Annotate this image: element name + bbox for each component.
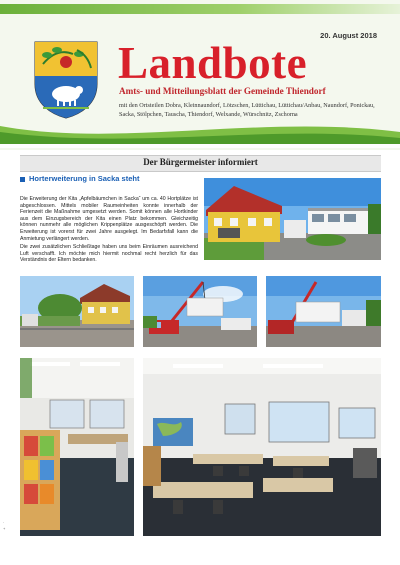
- article-paragraph-1: Die Erweiterung der Kita „Apfelbäumchen in Sacka“ um ca. 40 Hortplätze ist abgeschlossen. Mittels mobiler Raumeinheiten konnte innerhalb der Ferienzeit die Maßnahme umgesetzt werden. Somit können alle Hortkinder aus dem Einzugsbereich der Kita einen Platz bekommen. Gleichzeitig können nunmehr alle möglichen Krippenplätze ausgeschöpft werden. Die Erweiterung ist vorerst für zwei Jahre ausgelegt. Im Bedarfsfall kann die Anmietung verlängert werden.: [20, 196, 198, 242]
- photo-classroom: [143, 358, 381, 536]
- masthead-subtitle: Amts- und Mitteilungsblatt der Gemeinde Thiendorf: [119, 86, 326, 96]
- crest-icon: [33, 40, 99, 120]
- article-paragraph-2: Die zwei zusätzlichen Schließtage haben uns beim Einräumen ausreichend Luft verschafft. Ich möchte mich hiermit nochmal recht herzlich für das Verständnis der Eltern bedanken.: [20, 244, 198, 264]
- issue-date: 20. August 2018: [320, 31, 377, 40]
- masthead-title: Landbote: [118, 38, 308, 88]
- photo-module-placement: [266, 276, 381, 347]
- photo-interior-room-1: [20, 358, 134, 536]
- header-green-stripe: [0, 4, 400, 14]
- article-title: Horterweiterung in Sacka steht: [29, 174, 140, 183]
- photo-kita-building: [204, 178, 381, 260]
- article-square-icon: [20, 177, 25, 182]
- page-margin-marks: · +: [3, 520, 6, 531]
- masthead-places: mit den Ortsteilen Dobra, Kleinnaundorf, Lötzschen, Lüttichau, Lüttichau/Anbau, Naundorf, Ponickau, Sacka, Stölpchen, Tauscha, Thiendorf, Welxande, Würschnitz, Zschorna: [119, 102, 375, 118]
- header-wave: [0, 118, 400, 148]
- photo-building-site: [20, 276, 134, 347]
- photo-crane-module: [143, 276, 257, 347]
- section-title: Der Bürgermeister informiert: [143, 157, 258, 167]
